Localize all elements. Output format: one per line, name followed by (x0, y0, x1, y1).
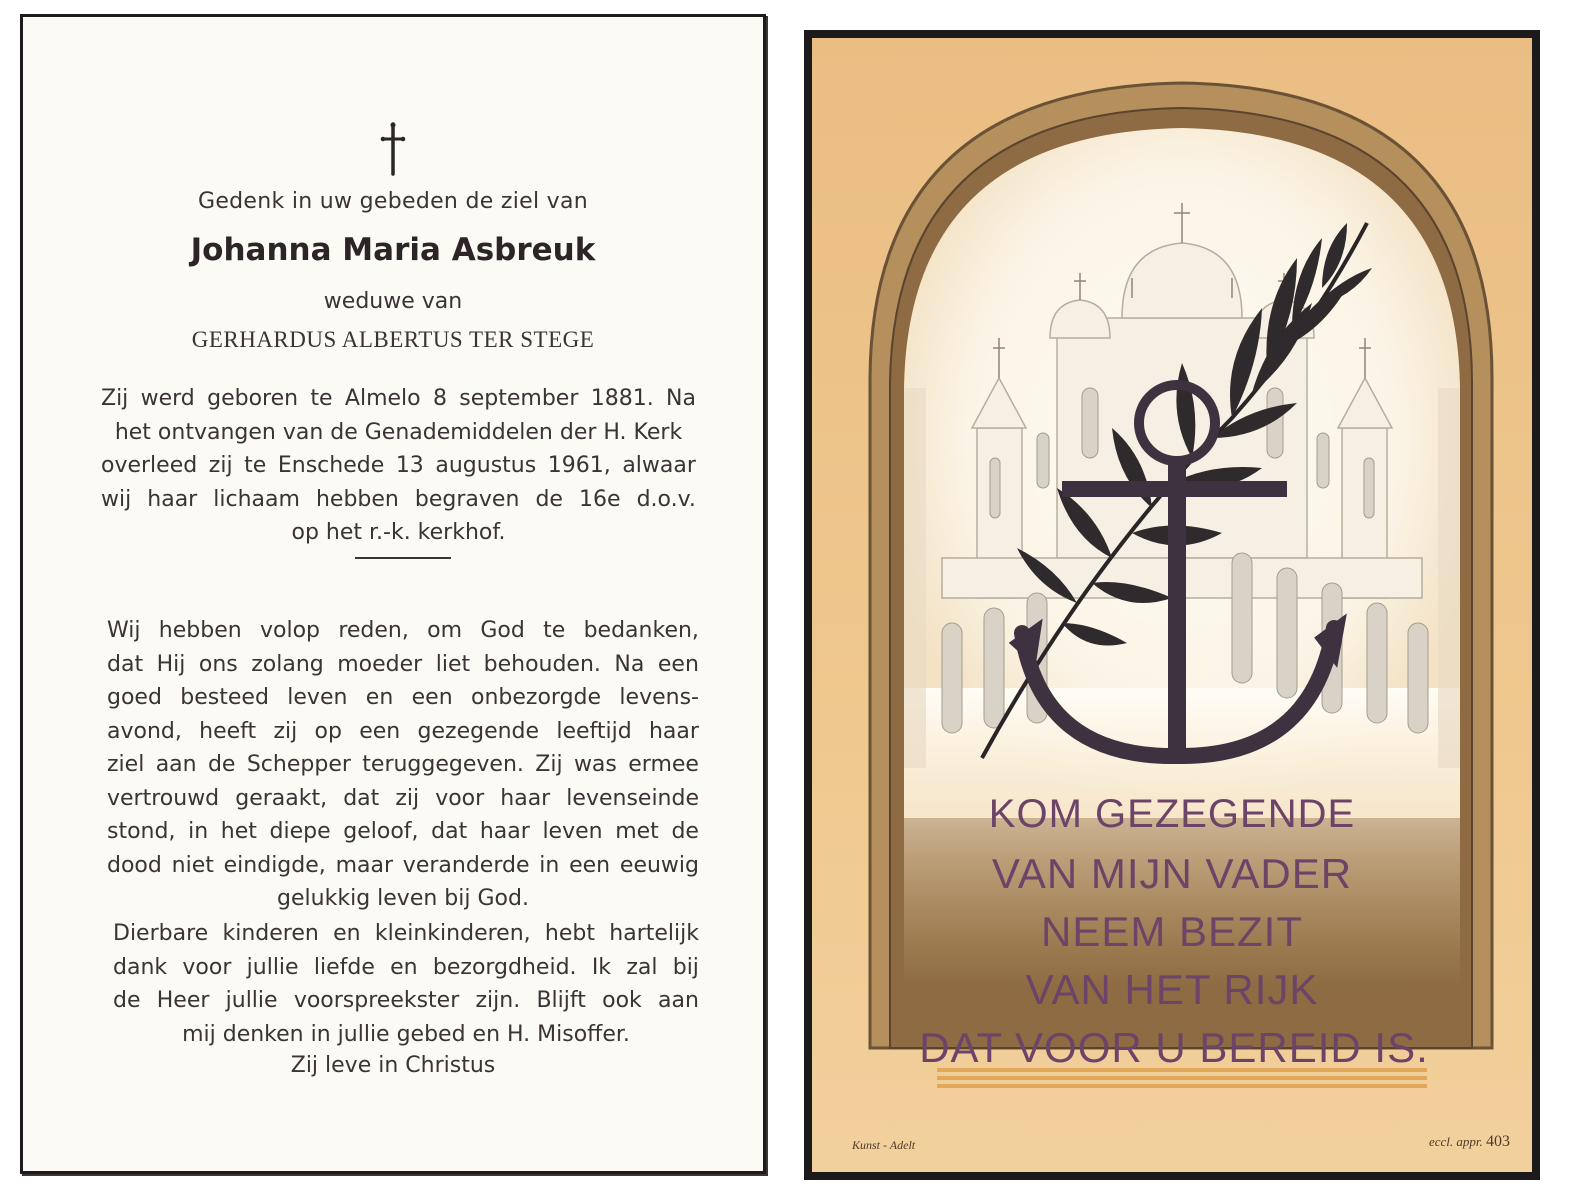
verse-line-5: DAT VOOR U BEREID IS. (919, 1024, 1429, 1071)
word: leven (542, 819, 603, 844)
word: voorspreekster (293, 988, 460, 1013)
text-line (113, 951, 699, 985)
text-line (107, 614, 699, 648)
verse-line-2: VAN MIJN VADER (991, 850, 1353, 897)
word: teruggegeven. (362, 752, 524, 777)
word: jullie (246, 954, 299, 980)
text-line (107, 849, 699, 883)
word: besteed (180, 685, 269, 710)
text-line (101, 483, 696, 517)
word: leeftijd (556, 718, 632, 744)
word: Dierbare (113, 921, 209, 946)
word: Almelo (344, 386, 421, 411)
word: dat (431, 819, 468, 844)
approval-note (1429, 1133, 1510, 1151)
word: en (365, 685, 394, 710)
word: liet (435, 651, 471, 677)
word: haar (147, 486, 198, 512)
husband-name: GERHARDUS ALBERTUS TER STEGE (191, 327, 595, 352)
word: moeder (337, 651, 423, 677)
word: in (188, 819, 209, 844)
text-line (113, 984, 699, 1018)
word: stond, (107, 819, 176, 844)
devotional-image-card (804, 30, 1540, 1180)
word: vertrouwd (107, 785, 220, 811)
word: diepe (269, 819, 331, 844)
word: te (244, 453, 267, 478)
word: Zij (101, 386, 129, 411)
word: haar (500, 785, 551, 811)
word: gelukkig leven bij God. (277, 886, 529, 911)
word: gezegende (417, 718, 540, 744)
word: was (573, 752, 617, 777)
word: maar (335, 852, 394, 878)
word: eeuwig (619, 852, 699, 878)
word: bij (672, 954, 699, 980)
word: jullie (225, 988, 278, 1013)
word: d.o.v. (636, 486, 696, 512)
word: zij (273, 718, 298, 744)
word: Na (666, 386, 696, 411)
word: Hij (156, 651, 186, 677)
word: in (539, 852, 560, 878)
word: dat (343, 785, 380, 811)
word: 13 (395, 453, 424, 478)
word: liefde (313, 954, 375, 980)
publisher-credit: Kunst - Adelt (852, 1138, 916, 1152)
word: Zij (535, 752, 563, 777)
word: 1881. (590, 386, 654, 411)
word: ons (198, 651, 238, 677)
text-line (113, 917, 699, 951)
cross-icon (378, 122, 408, 177)
text-line (101, 449, 696, 483)
word: de (207, 752, 236, 777)
word: niet (171, 852, 214, 878)
word: hebben (315, 486, 399, 512)
word: kinderen (222, 921, 319, 946)
word: dood (107, 852, 162, 878)
word: de (671, 819, 699, 844)
word: veranderde (402, 852, 530, 878)
word: Ik (591, 954, 612, 980)
text-line (107, 715, 699, 749)
word: augustus (435, 453, 537, 478)
word: op (314, 718, 342, 744)
word: Heer (156, 988, 210, 1013)
word: en (390, 954, 418, 980)
approval-number: 403 (1486, 1133, 1510, 1150)
text-line (107, 782, 699, 816)
word: geboren (207, 386, 299, 411)
word: aan (658, 988, 699, 1013)
approval-label: eccl. appr. (1428, 1134, 1483, 1149)
word: avond, (107, 718, 182, 744)
word: onbezorgde (471, 685, 602, 710)
word: zij (395, 785, 420, 811)
word: Schepper (246, 752, 351, 777)
widow-of-line: weduwe van (323, 289, 463, 314)
word: begraven (414, 486, 520, 512)
word: met (615, 819, 659, 844)
word: mij denken in jullie gebed en H. Misoffer. (182, 1021, 630, 1047)
word: 16e (579, 486, 621, 512)
memorial-text-card (20, 14, 766, 1174)
word: voor (182, 954, 232, 980)
text-line (107, 882, 699, 916)
word: goed (107, 685, 162, 710)
word: wij (101, 486, 132, 512)
word: en (333, 921, 361, 946)
verse-line-4: VAN HET RIJK (1025, 966, 1319, 1013)
text-line (101, 382, 696, 416)
word: geraakt, (235, 785, 328, 811)
biography-paragraph (101, 382, 696, 550)
word: hebt (544, 921, 595, 946)
text-line (101, 516, 696, 550)
closing-line: Zij leve in Christus (290, 1053, 496, 1078)
card-background (812, 38, 1532, 1172)
word: de (113, 988, 141, 1013)
word: september (459, 386, 579, 411)
word: het ontvangen van de Genademiddelen der H. Kerk (114, 419, 683, 445)
verse-line-3: NEEM BEZIT (1040, 908, 1304, 955)
word: 1961, (547, 453, 611, 478)
word: een (359, 718, 401, 744)
word: ermee (628, 752, 699, 777)
word: op het r.-k. kerkhof. (291, 520, 506, 545)
word: haar (479, 819, 530, 844)
word: te (310, 386, 333, 411)
word: Wij (107, 618, 141, 643)
word: bezorgdheid. (432, 954, 577, 980)
word: een (657, 651, 699, 677)
deceased-name: Johanna Maria Asbreuk (190, 232, 596, 268)
verse-line-1: KOM GEZEGENDE (988, 792, 1356, 836)
text-line (107, 648, 699, 682)
word: levenseinde (566, 785, 699, 811)
word: alwaar (622, 453, 696, 478)
word: ziel (107, 752, 145, 777)
word: aan (155, 752, 197, 777)
word: God (480, 618, 525, 643)
word: kleinkinderen, (374, 921, 531, 946)
word: leven (287, 685, 348, 710)
word: hebben (158, 618, 242, 643)
word: haar (648, 718, 699, 744)
text-line (107, 681, 699, 715)
word: een (411, 685, 453, 710)
word: eindigde, (223, 852, 326, 878)
word: behouden. (483, 651, 601, 677)
text-line (107, 815, 699, 849)
intro-line: Gedenk in uw gebeden de ziel van (197, 189, 588, 214)
farewell-paragraph (113, 917, 699, 1051)
word: bedanken, (583, 618, 699, 643)
word: voor (435, 785, 485, 811)
word: zij (208, 453, 233, 478)
text-line (113, 1018, 699, 1052)
word: zolang (251, 651, 324, 677)
text-line (107, 748, 699, 782)
word: Enschede (277, 453, 385, 478)
word: reden, (338, 618, 409, 643)
word: zijn. (475, 988, 521, 1013)
word: Blijft (536, 988, 586, 1013)
word: 8 (432, 386, 447, 411)
divider-line (355, 557, 451, 559)
word: te (543, 618, 566, 643)
reflection-paragraph (107, 614, 699, 916)
word: geloof, (343, 819, 419, 844)
word: dat (107, 651, 144, 677)
word: ook (602, 988, 642, 1013)
word: werd (140, 386, 195, 411)
text-line (101, 416, 696, 450)
word: een (569, 852, 611, 878)
word: dank (113, 954, 168, 980)
word: zal (626, 954, 658, 980)
word: lichaam (213, 486, 300, 512)
word: levens- (619, 685, 699, 710)
word: hartelijk (609, 921, 699, 946)
word: om (427, 618, 463, 643)
word: Na (614, 651, 645, 677)
word: de (535, 486, 563, 512)
word: volop (259, 618, 321, 643)
word: overleed (101, 453, 198, 478)
word: heeft (199, 718, 257, 744)
word: het (220, 819, 257, 844)
